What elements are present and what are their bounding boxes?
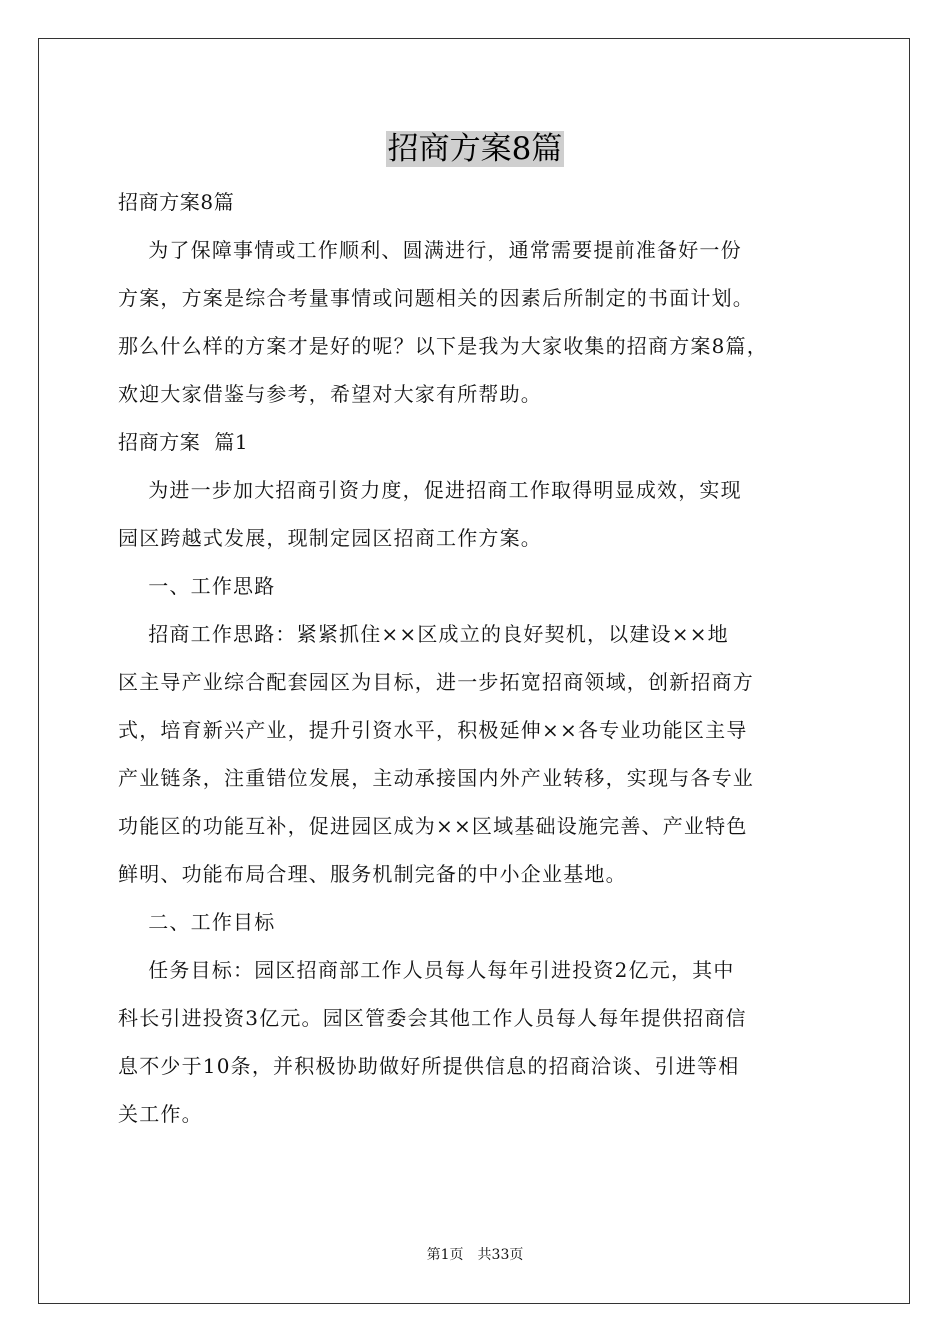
doc-line: 招商工作思路：紧紧抓住××区成立的良好契机，以建设××地 (118, 622, 729, 646)
doc-line: 方案，方案是综合考量事情或问题相关的因素后所制定的书面计划。 (118, 286, 754, 310)
page-footer (0, 1244, 950, 1264)
total-pages: 共33页 (477, 1247, 524, 1263)
doc-line: 区主导产业综合配套园区为目标，进一步拓宽招商领域，创新招商方 (118, 670, 754, 694)
doc-line: 为进一步加大招商引资力度，促进招商工作取得明显成效，实现 (118, 478, 742, 502)
doc-line: 关工作。 (118, 1102, 203, 1126)
doc-line: 招商方案8篇 (118, 190, 235, 214)
doc-line: 二、工作目标 (118, 910, 276, 934)
doc-line: 科长引进投资3亿元。园区管委会其他工作人员每人每年提供招商信 (118, 1006, 747, 1030)
page-number: 第1页 (426, 1247, 464, 1263)
doc-line: 功能区的功能互补，促进园区成为××区域基础设施完善、产业特色 (118, 814, 748, 838)
doc-line: 息不少于10条，并积极协助做好所提供信息的招商洽谈、引进等相 (118, 1054, 740, 1078)
doc-line: 那么什么样的方案才是好的呢？以下是我为大家收集的招商方案8篇， (118, 334, 768, 358)
doc-line: 招商方案 篇1 (118, 430, 249, 454)
doc-line: 园区跨越式发展，现制定园区招商工作方案。 (118, 526, 542, 550)
doc-line: 产业链条，注重错位发展，主动承接国内外产业转移，实现与各专业 (118, 766, 754, 790)
doc-line: 一、工作思路 (118, 574, 276, 598)
doc-line: 式，培育新兴产业，提升引资水平，积极延伸××各专业功能区主导 (118, 718, 748, 742)
doc-line: 任务目标：园区招商部工作人员每人每年引进投资2亿元，其中 (118, 958, 735, 982)
doc-line: 鲜明、功能布局合理、服务机制完备的中小企业基地。 (118, 862, 627, 886)
doc-line: 为了保障事情或工作顺利、圆满进行，通常需要提前准备好一份 (118, 238, 742, 262)
doc-line: 欢迎大家借鉴与参考，希望对大家有所帮助。 (118, 382, 542, 406)
document-title-text: 招商方案8篇 (387, 131, 563, 167)
document-title (0, 126, 950, 172)
document-body (118, 178, 834, 1138)
